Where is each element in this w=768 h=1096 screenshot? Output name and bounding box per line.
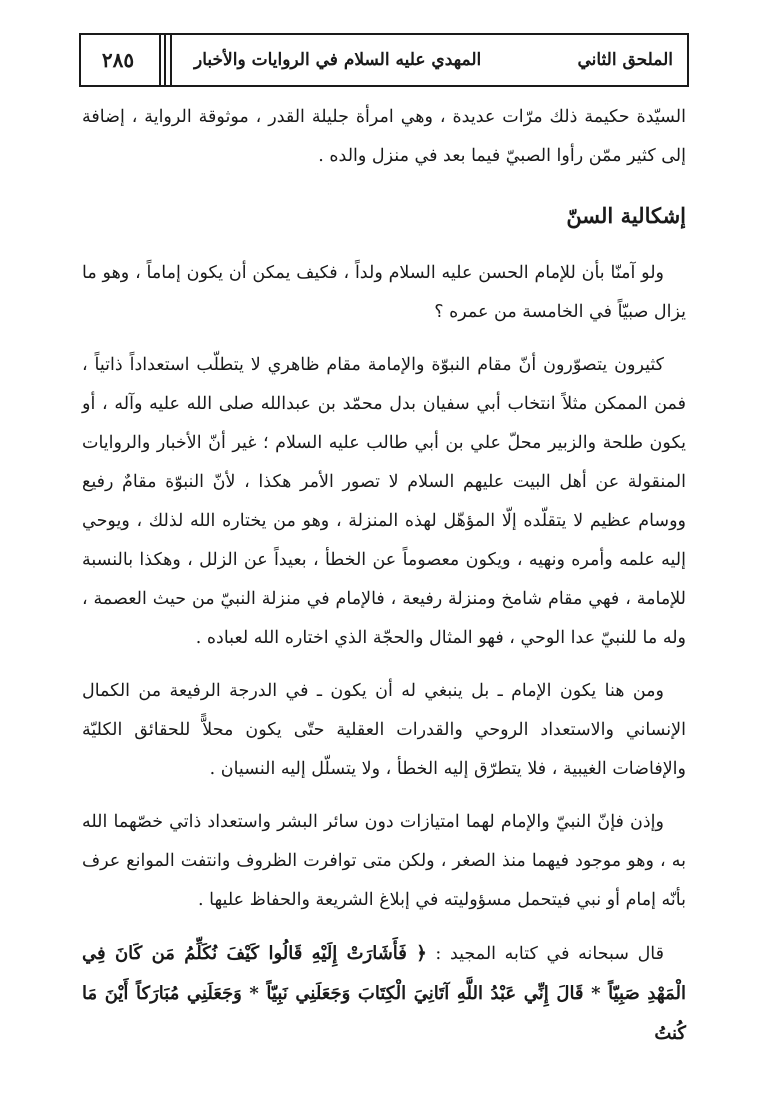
paragraph-4: وإذن فإنّ النبيّ والإمام لهما امتيازات دون سائر البشر واستعداد ذاتي خصّهما الله به ، وهو موجود فيهما منذ الصغر ، ولكن متى توافرت الظروف وانتفت الموانع عرف بأنّه إمام أو نبي فيتحمل مسؤوليته في إبلاغ الشريعة والحفاظ عليها . [82,812,686,910]
section-heading: إشكالية السنّ [566,203,686,228]
paragraph-3: ومن هنا يكون الإمام ـ بل ينبغي له أن يكون ـ في الدرجة الرفيعة من الكمال الإنساني والاستعداد الروحي والقدرات العقلية حتّى يكون محلاًّ للحقائق الكليّة والإفاضات الغيبية ، فلا يتطرّق إليه الخطأ ، ولا يتسلّل إليه النسيان . [82,681,686,779]
quran-quote-paragraph [82,934,686,1054]
header-divider [159,35,166,85]
intro-paragraph: السيّدة حكيمة ذلك مرّات عديدة ، وهي امرأة جليلة القدر ، موثوقة الرواية ، إضافة إلى كثير ممّن رأوا الصبيّ فيما بعد في منزل والده . [82,107,686,166]
section-title: الملحق الثاني [577,50,673,70]
running-header [79,33,689,87]
paragraph-2: كثيرون يتصوّرون أنّ مقام النبوّة والإمامة مقام ظاهري لا يتطلّب استعداداً ذاتياً ، فمن الممكن مثلاً انتخاب أبي سفيان بدل محمّد بن عبدالله صلى الله عليه وآله ، أو يكون طلحة والزبير محلّ علي بن أبي طالب عليه السلام ؛ غير أنّ الأخبار والروايات المنقولة عن أهل البيت عليهم السلام لا تصور الأمر هكذا ، لأنّ النبوّة مقامٌ رفيع ووسام عظيم لا يتقلّده إلّا المؤهّل لهذه المنزلة ، وهو من يختاره الله لذلك ، ويوحي إليه علمه وأمره ونهيه ، ويكون معصوماً عن الخطأ ، بعيداً عن الزلل ، وهكذا بالنسبة للإمامة ، فهي مقام شامخ ومنزلة رفيعة ، فالإمام في منزلة النبيّ من حيث العصمة ، وله ما للنبيّ عدا الوحي ، فهو المثال والحجّة الذي اختاره الله لعباده . [82,355,686,648]
quote-intro: قال سبحانه في كتابه المجيد : [435,944,664,964]
paragraph-1: ولو آمنّا بأن للإمام الحسن عليه السلام ولداً ، فكيف يمكن أن يكون إماماً ، وهو ما يزال صبيّاً في الخامسة من عمره ؟ [82,263,686,322]
page-number: ٢٨٥ [101,48,135,72]
quran-verse: ﴿ فَأَشَارَتْ إِلَيْهِ قَالُوا كَيْفَ نُكَلِّمُ مَن كَانَ فِي الْمَهْدِ صَبِيّاً * قَالَ إِنِّي عَبْدُ اللَّهِ آتَانِيَ الْكِتَابَ وَجَعَلَنِي نَبِيّاً * وَجَعَلَنِي مُبَارَكاً أَيْنَ مَا كُنتُ [82,943,686,1044]
header-titles [172,35,687,85]
chapter-title: المهدي عليه السلام في الروايات والأخبار [194,50,482,70]
page-body [82,98,686,1068]
